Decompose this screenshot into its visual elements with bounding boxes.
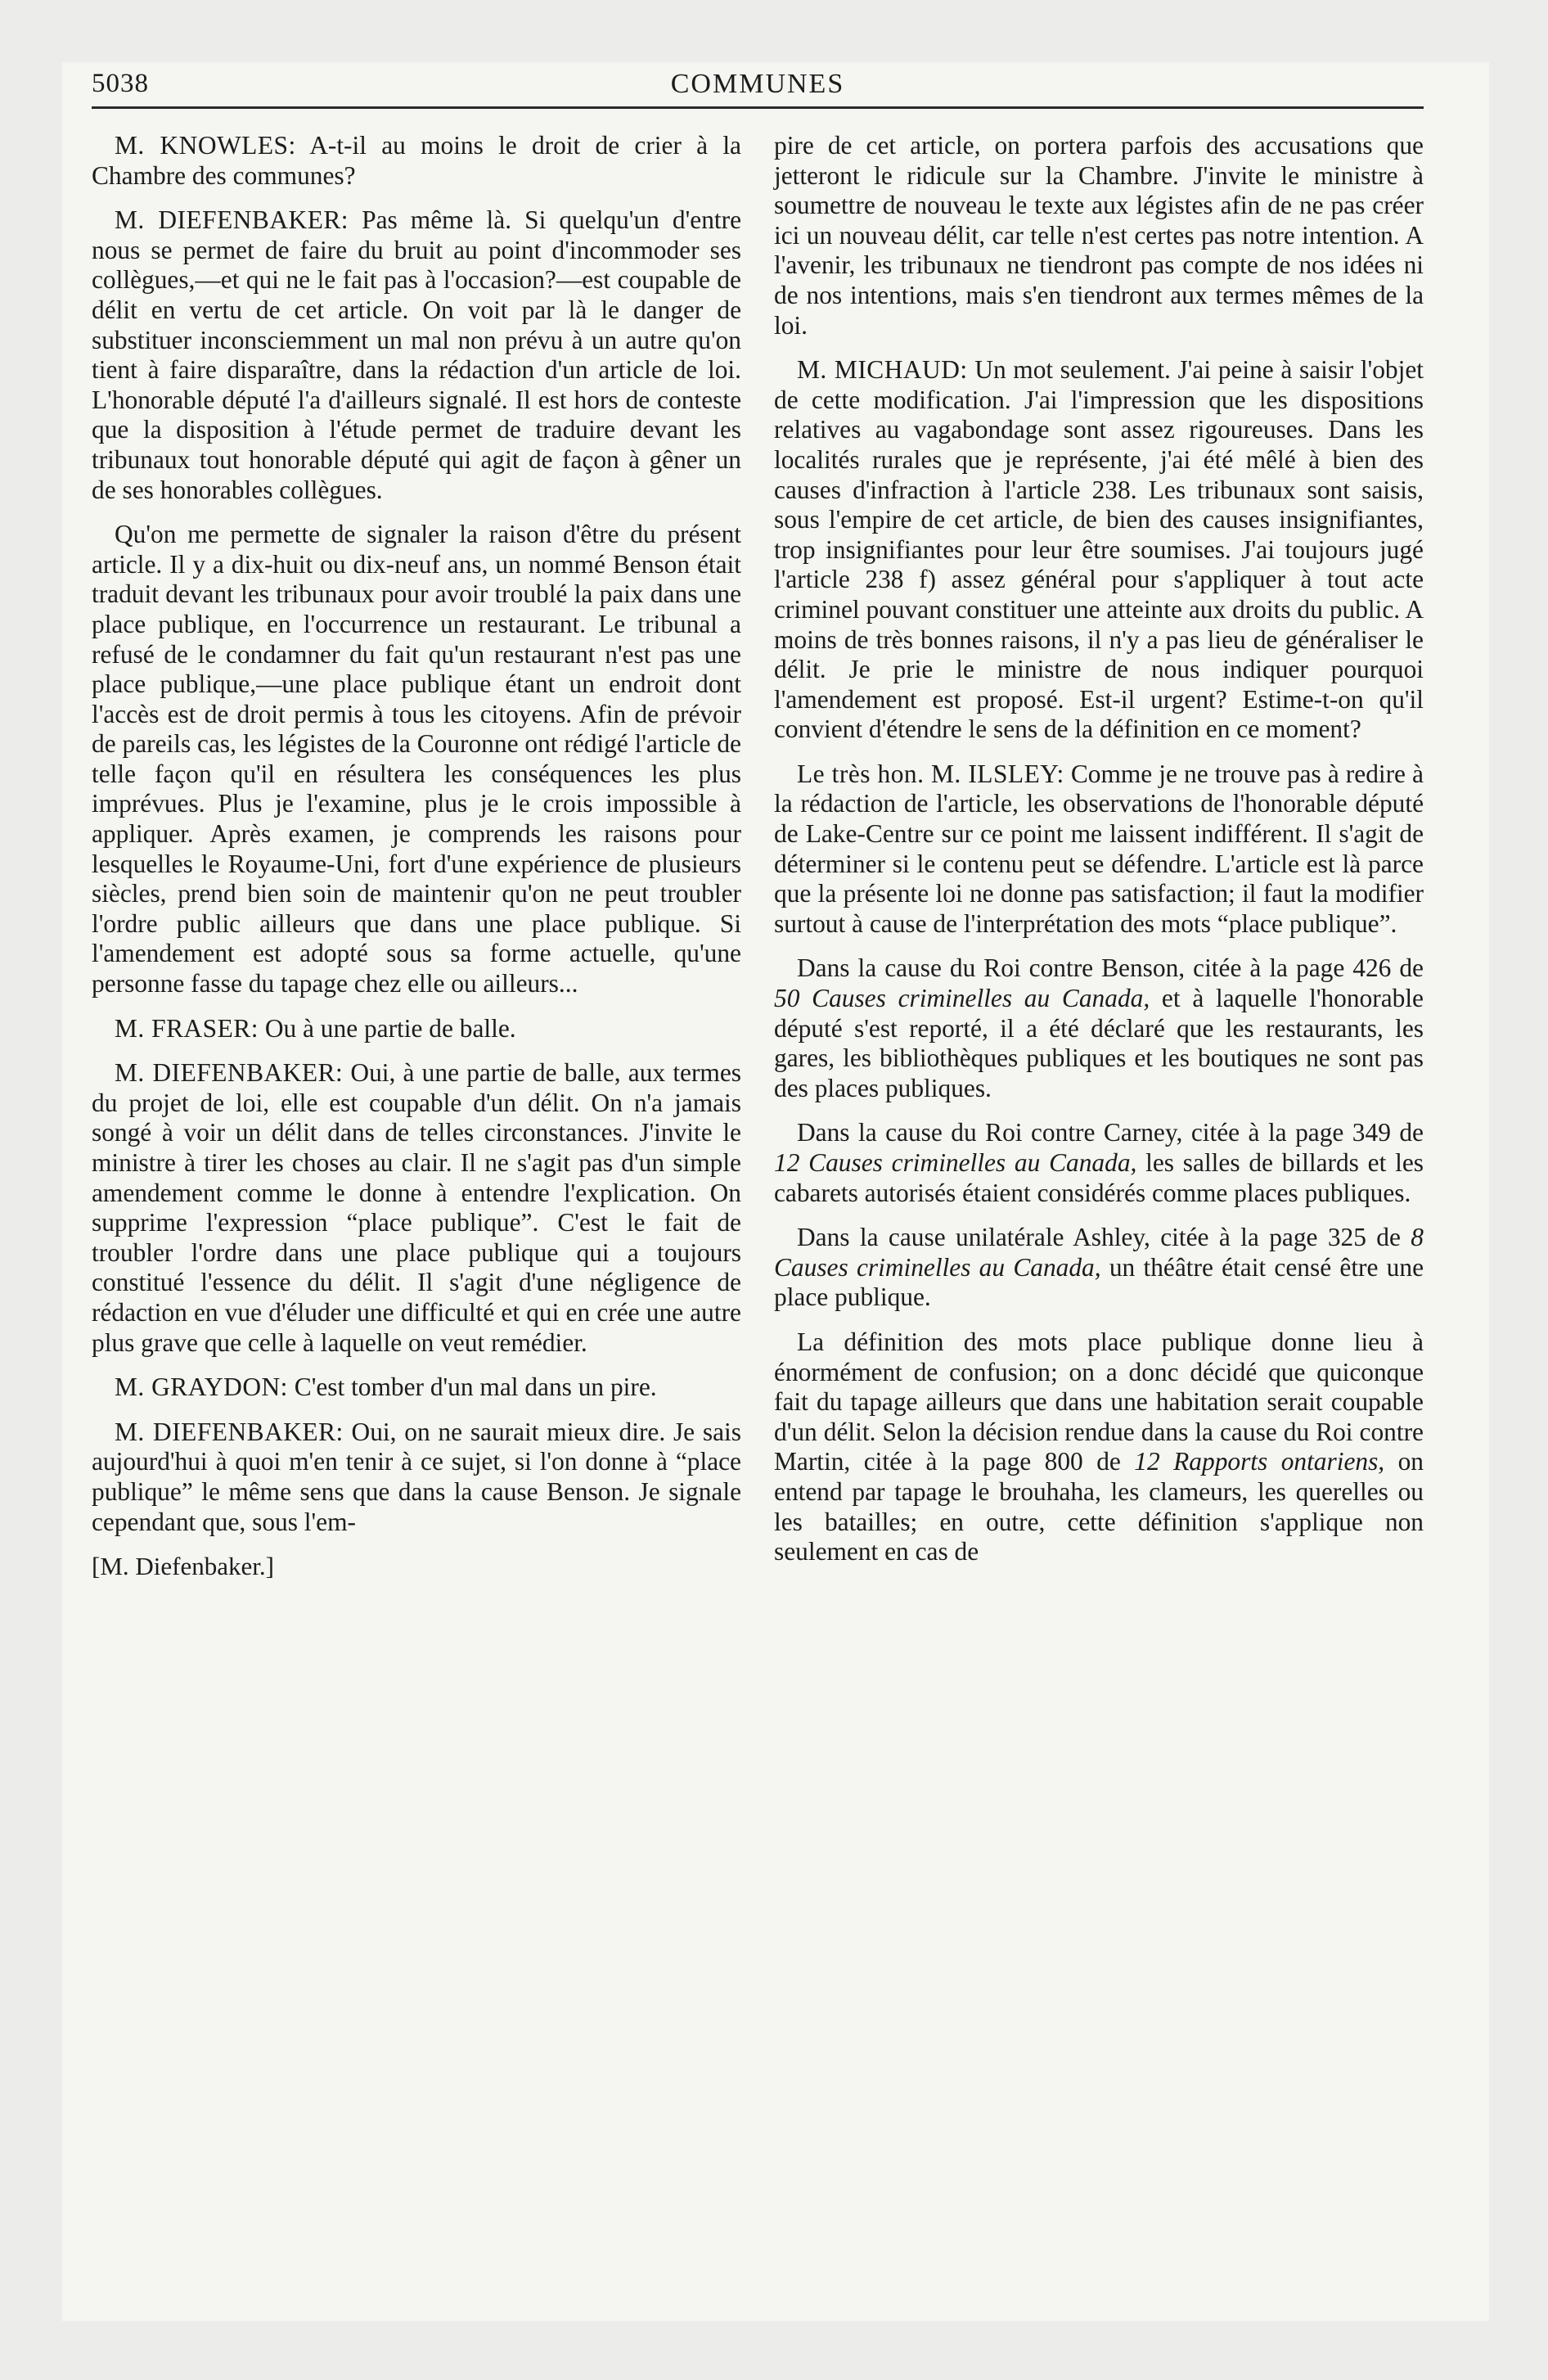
citation-title: 12 Causes criminelles au Canada, xyxy=(774,1148,1137,1177)
speaker-name: M. DIEFENBAKER: xyxy=(115,1058,344,1088)
running-head: COMMUNES xyxy=(670,69,845,99)
speech-ilsley xyxy=(774,760,1424,940)
speaker-name: M. KNOWLES: xyxy=(115,131,296,160)
speech-fraser xyxy=(92,1014,741,1044)
speech-text: Comme je ne trouve pas à redire à la rédaction de l'article, les observations de l'honorable député de Lake-Centre sur ce point me laissent indifférent. Il s'agit de déterminer si le contenu peut se défendre. L'article est là parce que la présente loi ne donne pas satisfaction; il faut la modifier surtout à cause de l'interprétation des mots “place publique”. xyxy=(774,759,1424,938)
paragraph-benson xyxy=(774,953,1424,1103)
speech-michaud xyxy=(774,355,1424,745)
speech-text: Ou à une partie de balle. xyxy=(258,1013,516,1043)
page-header xyxy=(92,69,1424,118)
speech-diefenbaker-1 xyxy=(92,205,741,505)
text-run: et à laquelle l'honorable député s'est reporté, il a été déclaré que les restaurants, les gares, les bibliothèques publiques et les boutiques ne sont pas des places publiques. xyxy=(774,984,1424,1102)
paragraph-martin xyxy=(774,1327,1424,1567)
speaker-name: M. FRASER: xyxy=(115,1013,259,1043)
text-run: un théâtre était censé être une place publique. xyxy=(774,1252,1424,1312)
speech-graydon xyxy=(92,1373,741,1403)
speaker-name: M. DIEFENBAKER: xyxy=(115,1417,344,1446)
speech-diefenbaker-2 xyxy=(92,1058,741,1358)
citation-title: 12 Rapports ontariens, xyxy=(1134,1447,1385,1476)
paragraph-ashley xyxy=(774,1223,1424,1313)
speaker-name: M. DIEFENBAKER: xyxy=(115,205,349,235)
speech-diefenbaker-3 xyxy=(92,1418,741,1537)
speech-text: Oui, à une partie de balle, aux termes du projet de loi, elle est coupable d'un délit. On n'a jamais songé à voir un délit dans de telles circonstances. J'invite le ministre à tirer les choses au clair. Il ne s'agit pas d'un simple amendement comme le donne à entendre l'explication. On supprime l'expression “place publique”. C'est le fait de troubler l'ordre dans une place publique qui a toujours constitué l'essence du délit. Il s'agit d'une négligence de rédaction en vue d'éluder une difficulté et qui en crée une autre plus grave que celle à laquelle on veut remédier. xyxy=(92,1058,741,1357)
speech-text: C'est tomber d'un mal dans un pire. xyxy=(287,1373,657,1402)
speech-text: A-t-il au moins le droit de crier à la Chambre des communes? xyxy=(92,131,741,190)
paragraph-carney xyxy=(774,1118,1424,1208)
text-run: on entend par tapage le brouhaha, les clameurs, les querelles ou les batailles; en outre, cette définition s'applique non seulement en cas de xyxy=(774,1447,1424,1566)
speaker-name: M. GRAYDON: xyxy=(115,1373,288,1402)
left-column xyxy=(92,131,741,1582)
paragraph: Qu'on me permette de signaler la raison d'être du présent article. Il y a dix-huit ou dix-neuf ans, un nommé Benson était traduit devant les tribunaux pour avoir troublé la paix dans une place publique, en l'occurrence un restaurant. Le tribunal a refusé de le condamner du fait qu'un restaurant n'est pas une place publique,—une place publique étant un endroit dont l'accès est de droit permis à tous les citoyens. Afin de prévoir de pareils cas, les légistes de la Couronne ont rédigé l'article de telle façon qu'il en résultera les conséquences les plus imprévues. Plus je l'examine, plus je le crois impossible à appliquer. Après examen, je comprends les raisons pour lesquelles le Royaume-Uni, fort d'une expérience de plusieurs siècles, prend bien soin de maintenir qu'on ne peut troubler l'ordre public ailleurs que dans une place publique. Si l'amendement est adopté sous sa forme actuelle, qu'une personne fasse du tapage chez elle ou ailleurs... xyxy=(92,520,741,998)
text-run: La définition des mots place publique donne lieu à énormément de confusion; on a donc décidé que quiconque fait du tapage ailleurs que dans une habitation serait coupable d'un délit. Selon la décision rendue dans la cause du Roi contre Martin, citée à la page 800 de xyxy=(774,1327,1424,1476)
speaker-name: Le très hon. M. ILSLEY: xyxy=(797,759,1064,788)
speech-knowles xyxy=(92,131,741,191)
speech-text: Oui, on ne saurait mieux dire. Je sais aujourd'hui à quoi m'en tenir à ce sujet, si l'on donne à “place publique” le même sens que dans la cause Benson. Je signale cependant que, sous l'em- xyxy=(92,1417,741,1536)
citation-title: 8 Causes criminelles au Canada, xyxy=(774,1223,1424,1282)
text-run: Dans la cause du Roi contre Benson, citée à la page 426 de xyxy=(797,953,1424,983)
speech-text: Pas même là. Si quelqu'un d'entre nous se permet de faire du bruit au point d'incommoder ses collègues,—et qui ne le fait pas à l'occasion?—est coupable de délit en vertu de cet article. On voit par là le danger de substituer inconsciemment un mal non prévu à un autre qu'on tient à faire disparaître, dans la rédaction d'un article de loi. L'honorable député l'a d'ailleurs signalé. Il est hors de conteste que la disposition à l'étude permet de traduire devant les tribunaux tout honorable député qui agit de façon à gêner un de ses honorables collègues. xyxy=(92,205,741,504)
header-rule xyxy=(92,106,1424,109)
paragraph-continuation: pire de cet article, on portera parfois des accusations que jetteront le ridicule sur la Chambre. J'invite le ministre à soumettre de nouveau le texte aux légistes afin de ne pas créer ici un nouveau délit, car telle n'est certes pas notre intention. A l'avenir, les tribunaux ne tiendront pas compte de nos idées ni de nos intentions, mais s'en tiendront aux termes mêmes de la loi. xyxy=(774,131,1424,340)
page-number: 5038 xyxy=(92,69,149,98)
citation-title: 50 Causes criminelles au Canada, xyxy=(774,984,1150,1013)
speech-text: Un mot seulement. J'ai peine à saisir l'objet de cette modification. J'ai l'impression que les dispositions relatives au vagabondage sont assez rigoureuses. Dans les localités rurales que je représente, j'ai été mêlé à bien des causes d'infraction à l'article 238. Les tribunaux sont saisis, sous l'empire de cet article, de bien des causes insignifiantes, trop insignifiantes pour leur être soumises. J'ai toujours jugé l'article 238 f) assez général pour s'appliquer à tout acte criminel pouvant constituer une atteinte aux droits du public. A moins de très bonnes raisons, il n'y a pas lieu de généraliser le délit. Je prie le ministre de nous indiquer pourquoi l'amendement est proposé. Est-il urgent? Estime-t-on qu'il convient d'étendre le sens de la définition en ce moment? xyxy=(774,355,1424,744)
speaker-name: M. MICHAUD: xyxy=(797,355,968,385)
text-run: Dans la cause unilatérale Ashley, citée à la page 325 de xyxy=(797,1223,1411,1252)
speaker-attribution: [M. Diefenbaker.] xyxy=(92,1552,274,1581)
text-run: les salles de billards et les cabarets autorisés étaient considérés comme places publiques. xyxy=(774,1148,1424,1207)
text-run: Dans la cause du Roi contre Carney, citée à la page 349 de xyxy=(797,1118,1424,1147)
right-column xyxy=(774,131,1424,1582)
